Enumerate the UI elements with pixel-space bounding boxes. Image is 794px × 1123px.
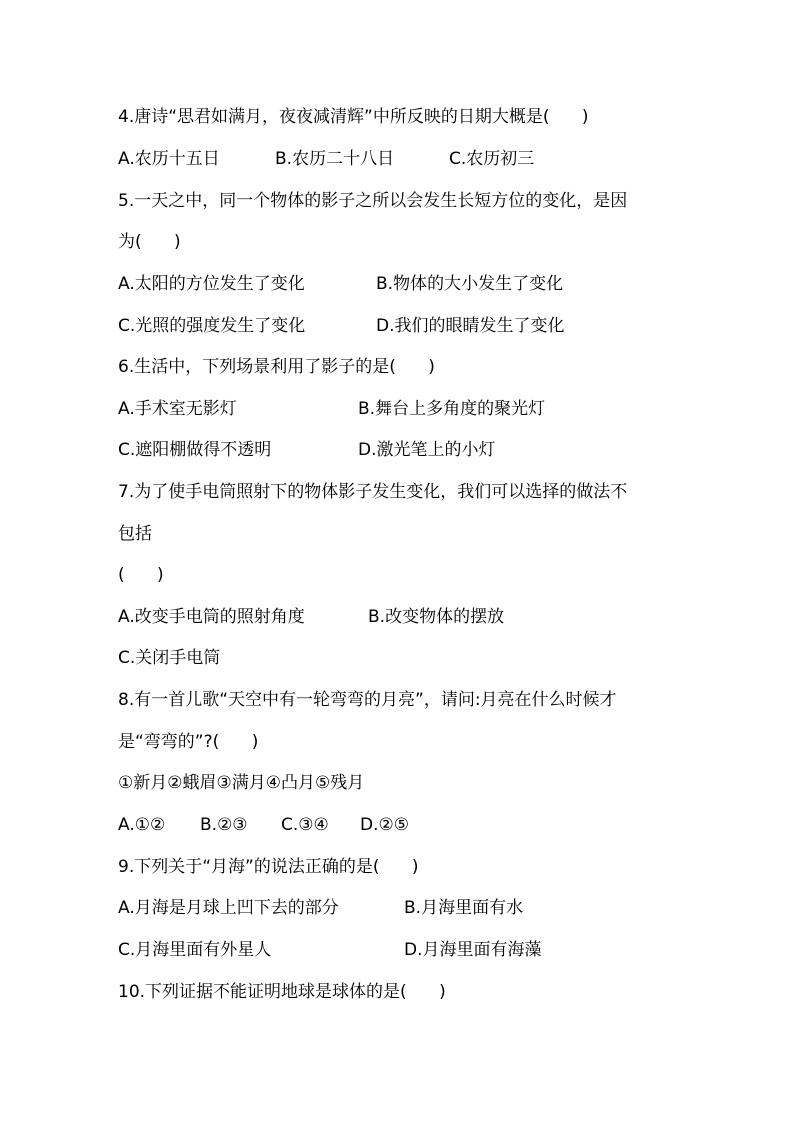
q5-option-b: B.物体的大小发生了变化 [376,274,564,294]
q6-option-a: A.手术室无影灯 [118,399,237,419]
q5-option-c: C.光照的强度发生了变化 [118,316,306,336]
q5-option-a: A.太阳的方位发生了变化 [118,274,305,294]
question-10-stem: 10.下列证据不能证明地球是球体的是( ) [118,982,446,1002]
q9-option-d: D.月海里面有海藻 [404,940,542,960]
q6-option-c: C.遮阳棚做得不透明 [118,440,272,460]
q9-option-c: C.月海里面有外星人 [118,940,272,960]
question-5-stem-line-2: 为( ) [118,232,181,252]
q6-option-d: D.激光笔上的小灯 [358,440,496,460]
q6-option-b: B.舞台上多角度的聚光灯 [358,399,546,419]
q8-option-c: C.③④ [281,815,329,835]
question-4-stem: 4.唐诗“思君如满月，夜夜减清辉”中所反映的日期大概是( ) [118,107,589,127]
q8-option-b: B.②③ [200,815,248,835]
q7-option-c: C.关闭手电筒 [118,648,221,668]
q5-option-d: D.我们的眼睛发生了变化 [376,316,565,336]
question-8-stem-line-2: 是“弯弯的”?( ) [118,732,259,752]
q7-option-a: A.改变手电筒的照射角度 [118,607,305,627]
q4-option-b: B.农历二十八日 [275,149,395,169]
q4-option-c: C.农历初三 [449,149,535,169]
q4-option-a: A.农历十五日 [118,149,220,169]
question-9-stem: 9.下列关于“月海”的说法正确的是( ) [118,857,419,877]
q8-option-d: D.②⑤ [360,815,409,835]
q9-option-b: B.月海里面有水 [404,898,524,918]
q7-option-b: B.改变物体的摆放 [368,607,505,627]
q8-option-a: A.①② [118,815,166,835]
question-8-stem-line-1: 8.有一首儿歌“天空中有一轮弯弯的月亮”，请问:月亮在什么时候才 [118,690,617,710]
question-5-stem-line-1: 5.一天之中，同一个物体的影子之所以会发生长短方位的变化，是因 [118,191,628,211]
question-6-stem: 6.生活中，下列场景利用了影子的是( ) [118,357,435,377]
question-8-moon-phases: ①新月②蛾眉③满月④凸月⑤残月 [118,773,365,793]
question-7-stem-line-2: 包括 [118,524,152,544]
question-7-stem-line-1: 7.为了使手电筒照射下的物体影子发生变化，我们可以选择的做法不 [118,482,628,502]
question-7-stem-line-3: ( ) [118,565,164,585]
q9-option-a: A.月海是月球上凹下去的部分 [118,898,339,918]
